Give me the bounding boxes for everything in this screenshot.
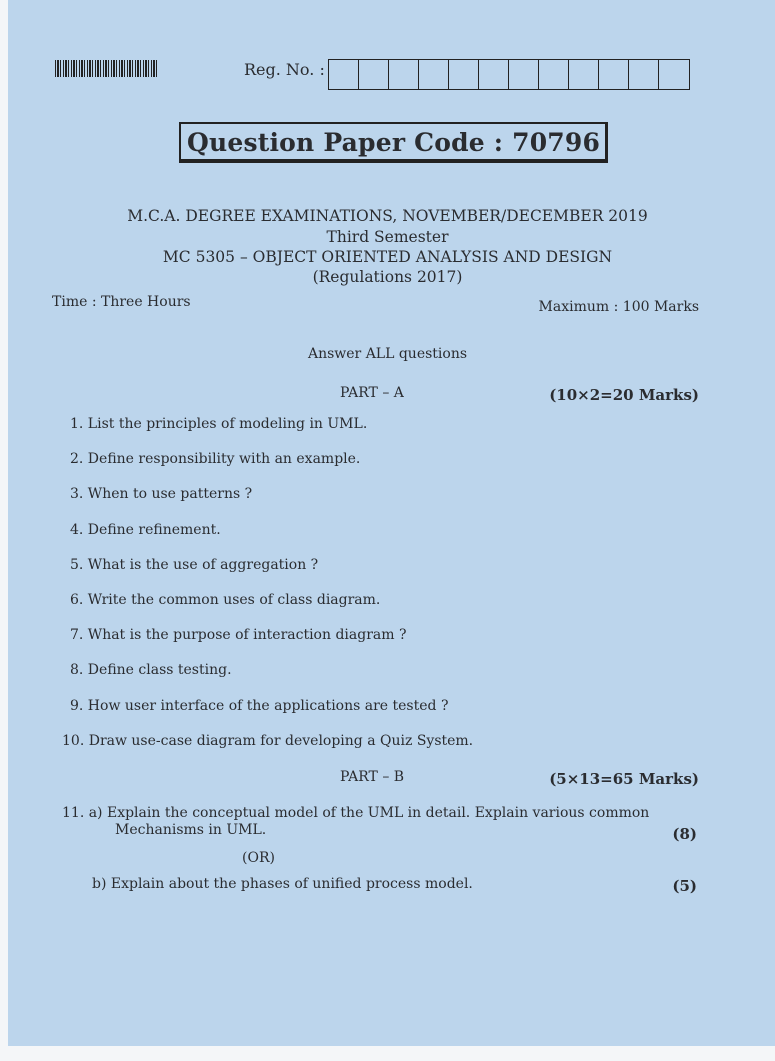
- part-b-marks: (5×13=65 Marks): [549, 770, 699, 788]
- exam-title: M.C.A. DEGREE EXAMINATIONS, NOVEMBER/DECEMBER 2019: [127, 207, 648, 225]
- time: Time : Three Hours: [52, 294, 191, 310]
- reg-no-box: [329, 60, 359, 89]
- reg-no-box: [539, 60, 569, 89]
- part-a-question: 1. List the principles of modeling in UML.: [70, 416, 368, 432]
- part-a-question: 2. Define responsibility with an example.: [70, 451, 361, 468]
- reg-no-box: [449, 60, 479, 89]
- reg-no-box: [659, 60, 689, 89]
- regulations: (Regulations 2017): [312, 268, 463, 286]
- reg-no-box: [629, 60, 659, 89]
- part-a-title: PART – A: [340, 385, 404, 401]
- q11a-line2: Mechanisms in UML.: [115, 822, 267, 838]
- part-a-marks: (10×2=20 Marks): [549, 386, 699, 404]
- q11a-marks: (8): [672, 825, 697, 843]
- reg-no-box: [599, 60, 629, 89]
- part-b-title: PART – B: [340, 769, 405, 785]
- q11b: b) Explain about the phases of unified process model.: [92, 876, 473, 892]
- part-a-question: 5. What is the use of aggregation ?: [70, 556, 319, 573]
- reg-no-box: [359, 60, 389, 89]
- reg-no-box: [389, 60, 419, 89]
- or-label: (OR): [242, 850, 275, 866]
- reg-no-box: [419, 60, 449, 89]
- reg-no-box: [479, 60, 509, 89]
- part-a-question: 10. Draw use-case diagram for developing a Quiz System.: [62, 732, 474, 749]
- part-a-question: 8. Define class testing.: [70, 662, 232, 679]
- part-a-question: 9. How user interface of the applications are tested ?: [70, 697, 449, 714]
- reg-no-box: [569, 60, 599, 89]
- reg-no-boxes: [328, 59, 690, 90]
- reg-no-box: [509, 60, 539, 89]
- part-a-question: 6. Write the common uses of class diagram.: [70, 592, 381, 608]
- reg-no-label: Reg. No. :: [244, 60, 325, 79]
- semester: Third Semester: [326, 228, 449, 246]
- subject: MC 5305 – OBJECT ORIENTED ANALYSIS AND DESIGN: [162, 248, 613, 266]
- q11a-line1: 11. a) Explain the conceptual model of the UML in detail. Explain various common: [62, 805, 650, 821]
- question-paper-code: Question Paper Code : 70796: [179, 122, 608, 163]
- part-a-question: 4. Define refinement.: [70, 521, 221, 538]
- part-a-question: 7. What is the purpose of interaction diagram ?: [70, 627, 407, 644]
- q11b-marks: (5): [672, 877, 697, 895]
- instruction: Answer ALL questions: [307, 346, 468, 362]
- max-marks: Maximum : 100 Marks: [538, 299, 699, 315]
- part-a-question: 3. When to use patterns ?: [70, 486, 253, 503]
- barcode: [55, 60, 158, 77]
